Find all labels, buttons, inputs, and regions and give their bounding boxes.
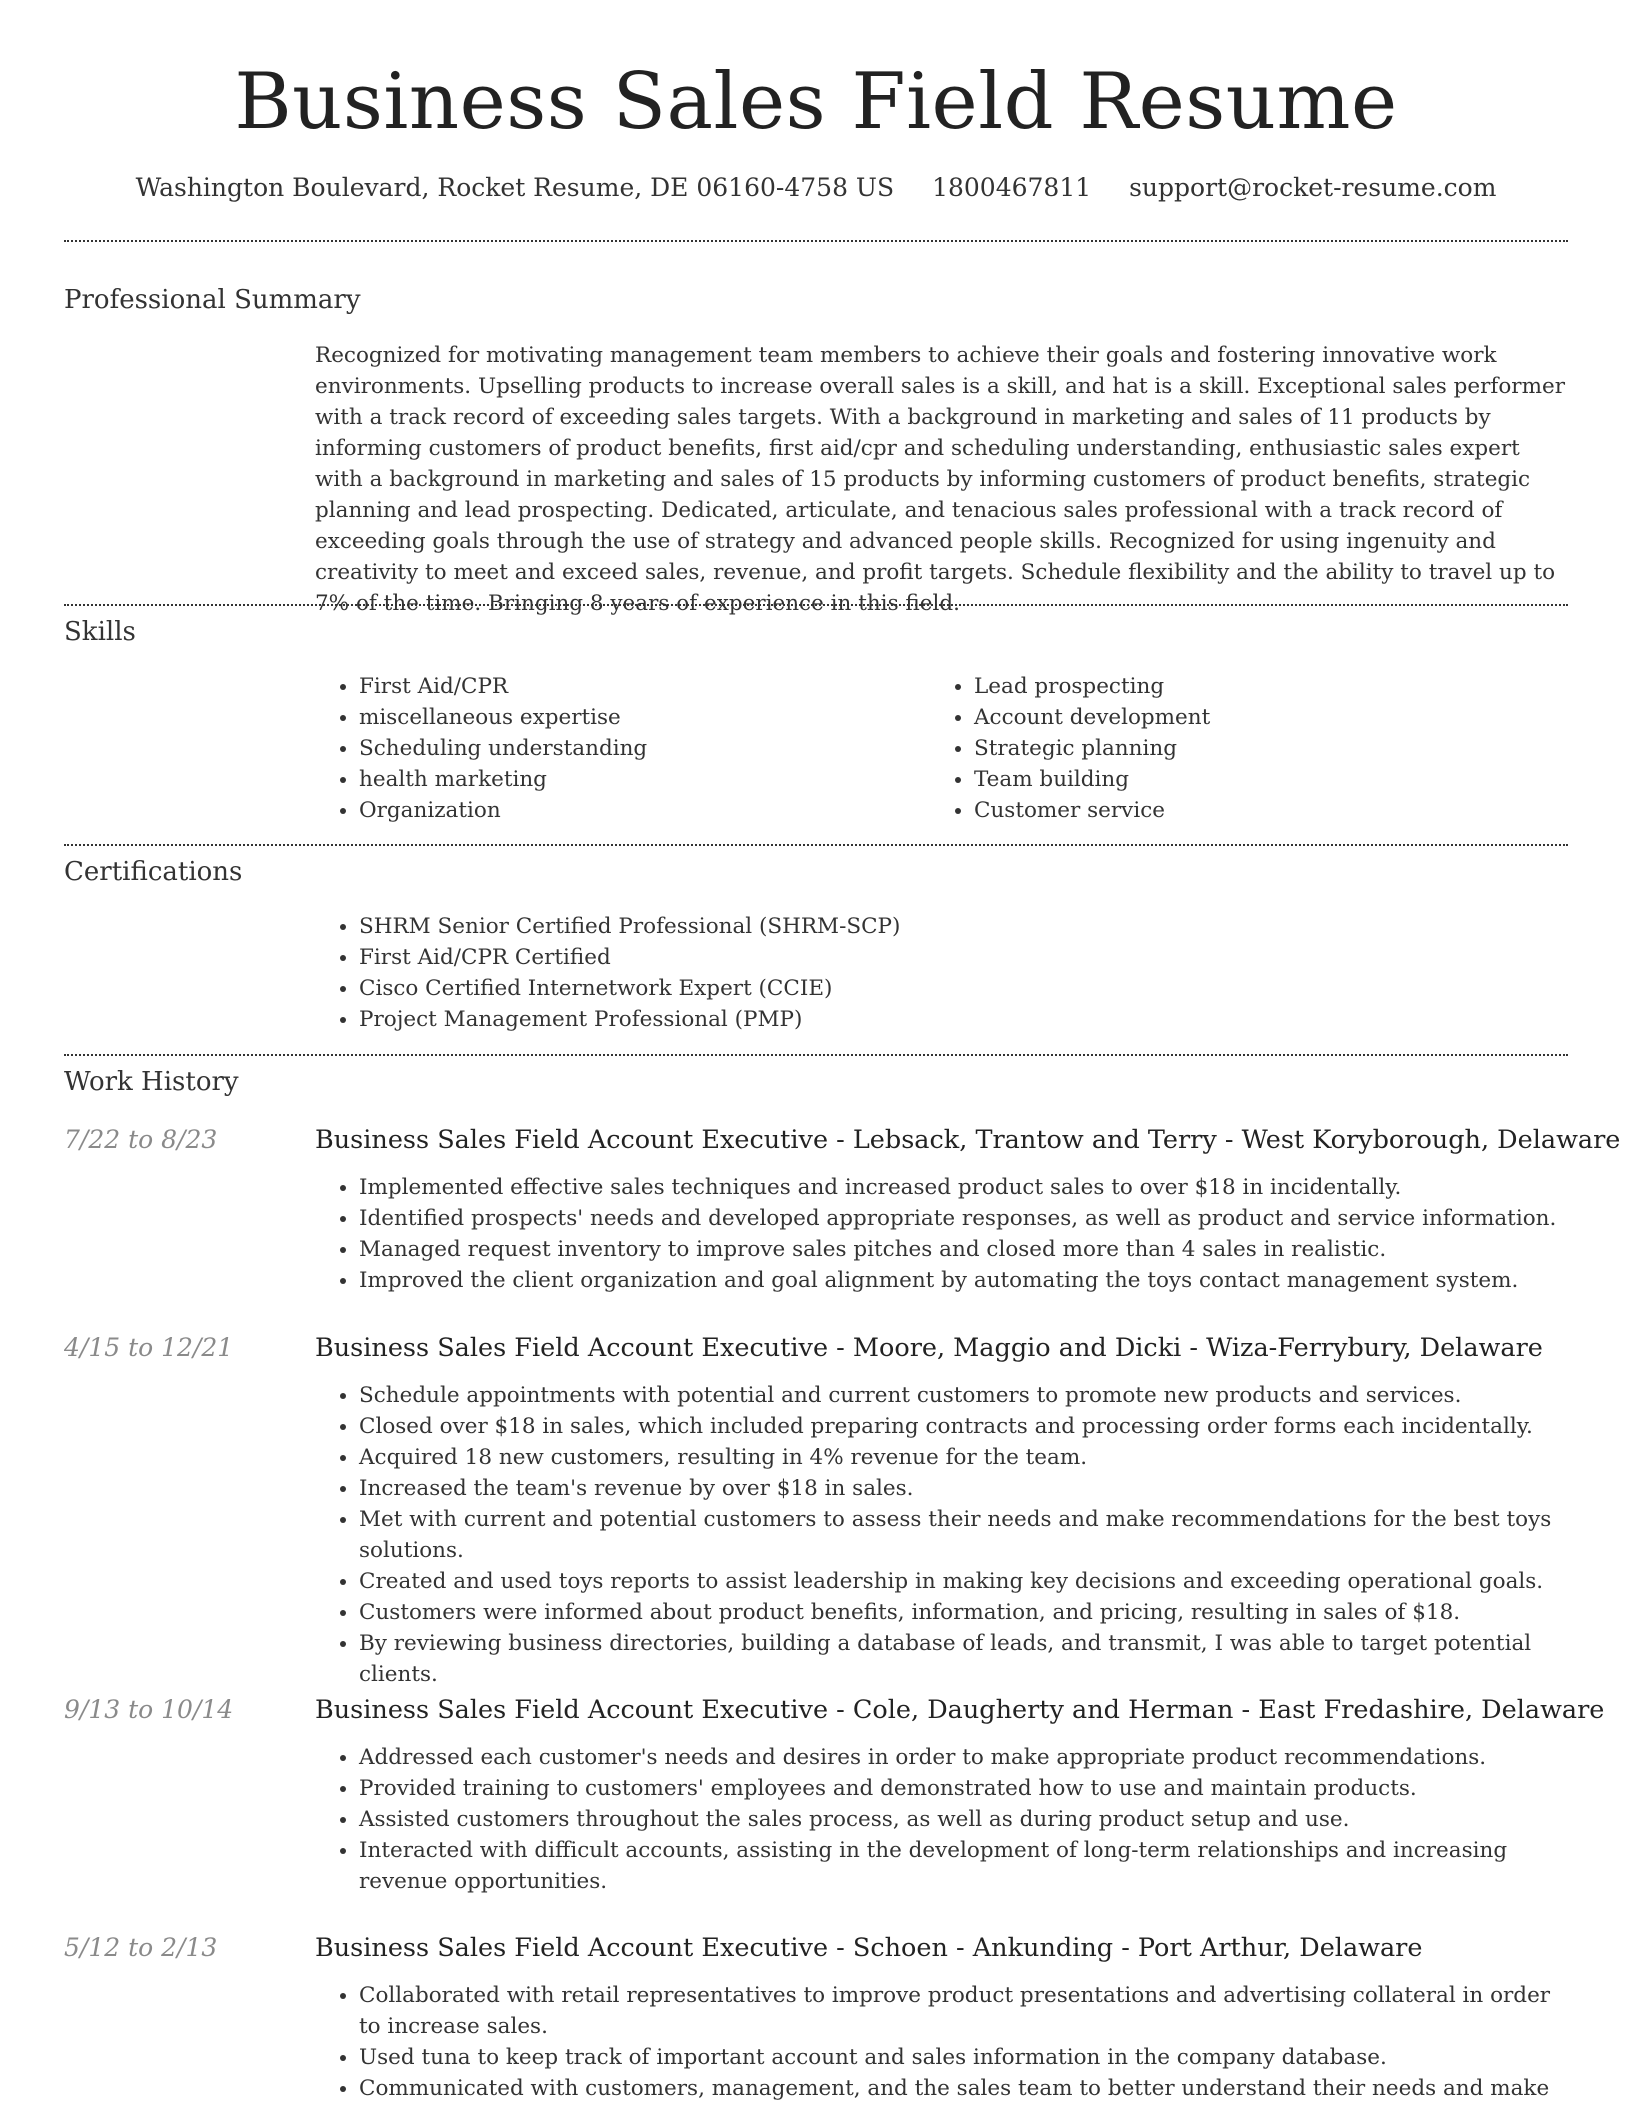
job-bullet: • Customers were informed about product benefits, information, and pricing, resulting in sales of $18. bbox=[359, 1597, 1568, 1628]
job-bullet: • Met with current and potential customers to assess their needs and make recommendations for the best toys solutions. bbox=[359, 1504, 1568, 1566]
certifications-heading: Certifications bbox=[64, 857, 243, 887]
section-divider bbox=[64, 240, 1568, 242]
skill-item: • Organization bbox=[359, 795, 915, 826]
job-bullet: • Identified prospects' needs and developed appropriate responses, as well as product and service information. bbox=[359, 1203, 1568, 1234]
contact-line bbox=[0, 170, 1632, 206]
certifications-list bbox=[315, 911, 1568, 1035]
skills-list-left bbox=[315, 671, 915, 826]
job-title: Business Sales Field Account Executive - Moore, Maggio and Dicki - Wiza-Ferrybury, Delaware bbox=[315, 1333, 1543, 1363]
summary-heading: Professional Summary bbox=[64, 285, 361, 315]
skills-list-right bbox=[930, 671, 1550, 826]
job-bullet: • Collaborated with retail representatives to improve product presentations and advertising collateral in order to increase sales. bbox=[359, 1980, 1568, 2042]
skill-item: • Team building bbox=[974, 764, 1550, 795]
job-dates: 5/12 to 2/13 bbox=[64, 1933, 218, 1962]
job-bullets bbox=[315, 1380, 1568, 1690]
job-bullets bbox=[315, 1980, 1568, 2104]
contact-address: Washington Boulevard, Rocket Resume, DE 06160-4758 US bbox=[135, 173, 895, 202]
job-bullet: • Increased the team's revenue by over $18 in sales. bbox=[359, 1473, 1568, 1504]
skill-item: • Lead prospecting bbox=[974, 671, 1550, 702]
section-divider bbox=[64, 1054, 1568, 1056]
section-divider bbox=[64, 604, 1568, 606]
job-dates: 7/22 to 8/23 bbox=[64, 1125, 218, 1154]
skill-item: • Customer service bbox=[974, 795, 1550, 826]
summary-text: Recognized for motivating management team members to achieve their goals and fostering innovative work environments. Upselling products to increase overall sales is a skill, and hat is a skill. Exceptional sales performer with a track record of exceeding sales targets. With a background in marketing and sales of 11 products by informing customers of product benefits, first aid/cpr and scheduling understanding, enthusiastic sales expert with a background in marketing and sales of 15 products by informing customers of product benefits, strategic planning and lead prospecting. Dedicated, articulate, and tenacious sales professional with a track record of exceeding goals through the use of strategy and advanced people skills. Recognized for using ingenuity and creativity to meet and exceed sales, revenue, and profit targets. Schedule flexibility and the ability to travel up to 7% of the time. Bringing 8 years of experience in this field. bbox=[315, 343, 1565, 616]
job-bullet: • Improved the client organization and goal alignment by automating the toys contact management system. bbox=[359, 1265, 1568, 1296]
certification-item: • Cisco Certified Internetwork Expert (CCIE) bbox=[359, 973, 1568, 1004]
job-bullets bbox=[315, 1172, 1568, 1296]
job-bullet: • Interacted with difficult accounts, assisting in the development of long-term relationships and increasing revenue opportunities. bbox=[359, 1835, 1568, 1897]
job-title: Business Sales Field Account Executive - Schoen - Ankunding - Port Arthur, Delaware bbox=[315, 1933, 1423, 1963]
job-bullet: • Schedule appointments with potential and current customers to promote new products and services. bbox=[359, 1380, 1568, 1411]
certification-item: • Project Management Professional (PMP) bbox=[359, 1004, 1568, 1035]
resume-title: Business Sales Field Resume bbox=[234, 57, 1398, 147]
job-dates: 4/15 to 12/21 bbox=[64, 1333, 234, 1362]
skill-item: • Account development bbox=[974, 702, 1550, 733]
job-bullets bbox=[315, 1742, 1568, 1897]
job-bullet: • Managed request inventory to improve sales pitches and closed more than 4 sales in realistic. bbox=[359, 1234, 1568, 1265]
certification-item: • SHRM Senior Certified Professional (SHRM-SCP) bbox=[359, 911, 1568, 942]
job-bullet: • Closed over $18 in sales, which included preparing contracts and processing order forms each incidentally. bbox=[359, 1411, 1568, 1442]
skill-item: • First Aid/CPR bbox=[359, 671, 915, 702]
skill-item: • health marketing bbox=[359, 764, 915, 795]
job-bullet: • Implemented effective sales techniques and increased product sales to over $18 in incidentally. bbox=[359, 1172, 1568, 1203]
job-bullet: • Communicated with customers, management, and the sales team to better understand their needs and make bbox=[359, 2073, 1568, 2104]
certification-item: • First Aid/CPR Certified bbox=[359, 942, 1568, 973]
skills-heading: Skills bbox=[64, 617, 136, 647]
work-history-heading: Work History bbox=[64, 1067, 239, 1097]
contact-phone: 1800467811 bbox=[932, 173, 1092, 202]
job-title: Business Sales Field Account Executive - Lebsack, Trantow and Terry - West Koryborough, Delaware bbox=[315, 1125, 1621, 1155]
job-dates: 9/13 to 10/14 bbox=[64, 1695, 234, 1724]
job-bullet: • Provided training to customers' employees and demonstrated how to use and maintain products. bbox=[359, 1773, 1568, 1804]
contact-email: support@rocket-resume.com bbox=[1129, 173, 1497, 202]
job-bullet: • Acquired 18 new customers, resulting in 4% revenue for the team. bbox=[359, 1442, 1568, 1473]
job-bullet: • Assisted customers throughout the sales process, as well as during product setup and use. bbox=[359, 1804, 1568, 1835]
skill-item: • miscellaneous expertise bbox=[359, 702, 915, 733]
section-divider bbox=[64, 844, 1568, 846]
skill-item: • Strategic planning bbox=[974, 733, 1550, 764]
job-bullet: • Used tuna to keep track of important account and sales information in the company database. bbox=[359, 2042, 1568, 2073]
job-bullet: • Addressed each customer's needs and desires in order to make appropriate product recommendations. bbox=[359, 1742, 1568, 1773]
job-title: Business Sales Field Account Executive - Cole, Daugherty and Herman - East Fredashire, Delaware bbox=[315, 1695, 1605, 1725]
skill-item: • Scheduling understanding bbox=[359, 733, 915, 764]
job-bullet: • Created and used toys reports to assist leadership in making key decisions and exceeding operational goals. bbox=[359, 1566, 1568, 1597]
job-bullet: • By reviewing business directories, building a database of leads, and transmit, I was able to target potential clients. bbox=[359, 1628, 1568, 1690]
